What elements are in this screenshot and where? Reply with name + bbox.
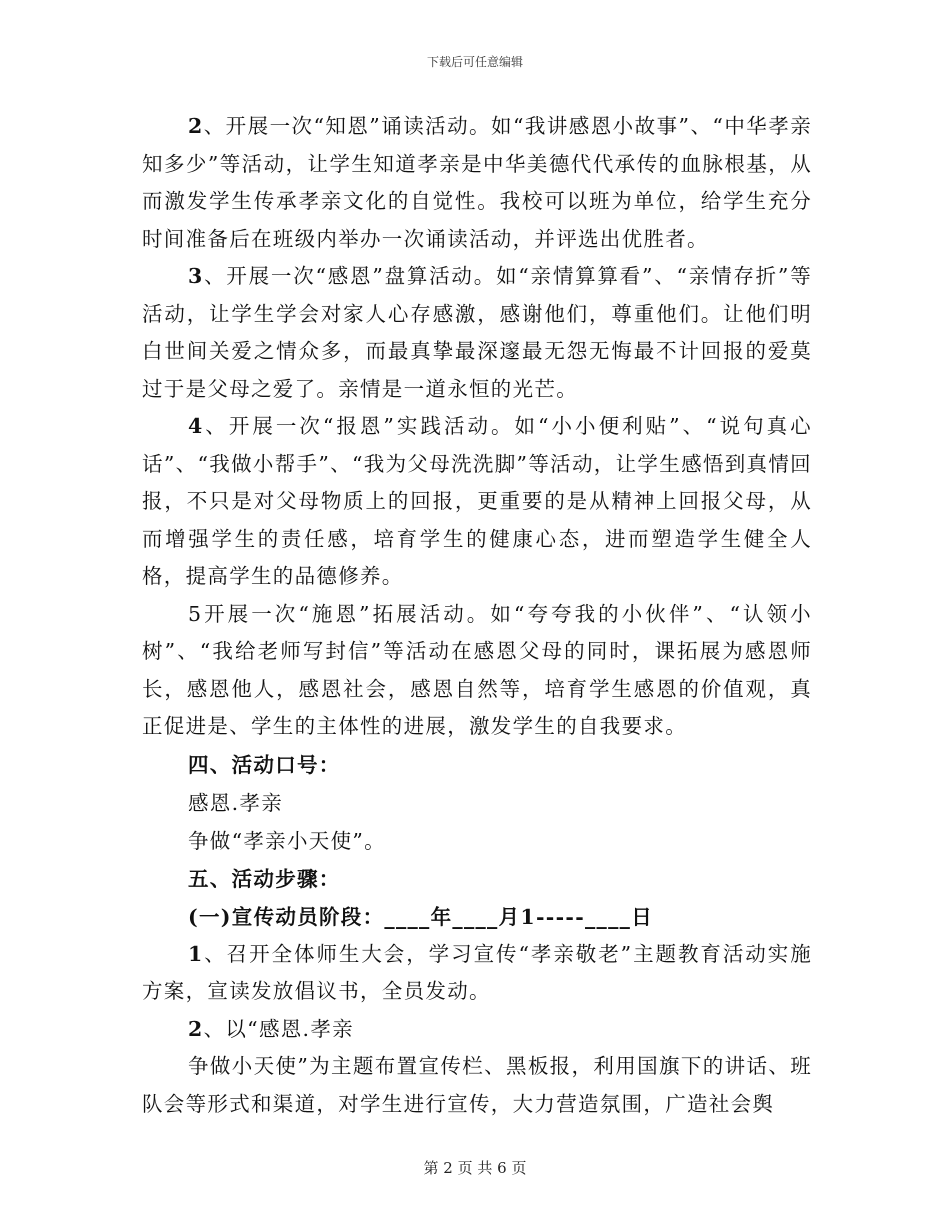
slogan-line-2: 争做“孝亲小天使”。 bbox=[188, 828, 386, 853]
paragraph-item-4 bbox=[142, 408, 812, 596]
paragraph-text: 、以“感恩.孝亲 bbox=[203, 1016, 354, 1041]
page-number-footer: 第 2 页 共 6 页 bbox=[423, 1159, 527, 1177]
item-number: 1 bbox=[188, 941, 204, 966]
paragraph-item-2 bbox=[142, 108, 812, 258]
paragraph-text: 、召开全体师生大会，学习宣传“孝亲敬老”主题教育活动实施方案，宣读发放倡议书，全员发动。 bbox=[142, 941, 812, 1003]
item-number: 3 bbox=[188, 264, 204, 288]
paragraph-text: 、开展一次“知恩”诵读活动。如“我讲感恩小故事”、“中华孝亲知多少”等活动，让学生知道孝亲是中华美德代代承传的血脉根基，从而激发学生传承孝亲文化的自觉性。我校可以班为单位，给学生充分时间准备后在班级内举办一次诵读活动，并评选出优胜者。 bbox=[142, 114, 812, 251]
section-heading-slogan: 四、活动口号： bbox=[188, 752, 341, 777]
section-heading-steps: 五、活动步骤： bbox=[188, 866, 341, 891]
paragraph-item-3 bbox=[142, 258, 812, 408]
step-item-2-continued: 争做小天使”为主题布置宣传栏、黑板报，利用国旗下的讲话、班队会等形式和渠道，对学生进行宣传，大力营造氛围，广造社会舆 bbox=[142, 1054, 812, 1116]
item-number: 4 bbox=[188, 414, 204, 438]
item-number: 2 bbox=[188, 1016, 204, 1041]
stage-heading-publicity: (一)宣传动员阶段：____年____月1-----____日 bbox=[188, 904, 654, 929]
slogan-line-1: 感恩.孝亲 bbox=[188, 790, 284, 815]
document-body bbox=[142, 108, 812, 1123]
step-item-2 bbox=[142, 1011, 812, 1049]
page-header-note: 下载后可任意编辑 bbox=[426, 55, 523, 69]
paragraph-text: 、开展一次“感恩”盘算活动。如“亲情算算看”、“亲情存折”等活动，让学生学会对家人心存感激，感谢他们，尊重他们。让他们明白世间关爱之情众多，而最真挚最深邃最无怨无悔最不计回报的爱莫过于是父母之爱了。亲情是一道永恒的光芒。 bbox=[142, 264, 812, 401]
paragraph-text: 、开展一次“报恩”实践活动。如“小小便利贴”、“说句真心话”、“我做小帮手”、“我为父母洗洗脚”等活动，让学生感悟到真情回报，不只是对父母物质上的回报，更重要的是从精神上回报父母，从而增强学生的责任感，培育学生的健康心态，进而塑造学生健全人格，提高学生的品德修养。 bbox=[142, 414, 812, 588]
paragraph-item-5: 5开展一次“施恩”拓展活动。如“夸夸我的小伙伴”、“认领小树”、“我给老师写封信”等活动在感恩父母的同时，课拓展为感恩师长，感恩他人，感恩社会，感恩自然等，培育学生感恩的价值观，真正促进是、学生的主体性的进展，激发学生的自我要求。 bbox=[142, 601, 812, 738]
item-number: 2 bbox=[188, 114, 204, 138]
step-item-1 bbox=[142, 936, 812, 1011]
